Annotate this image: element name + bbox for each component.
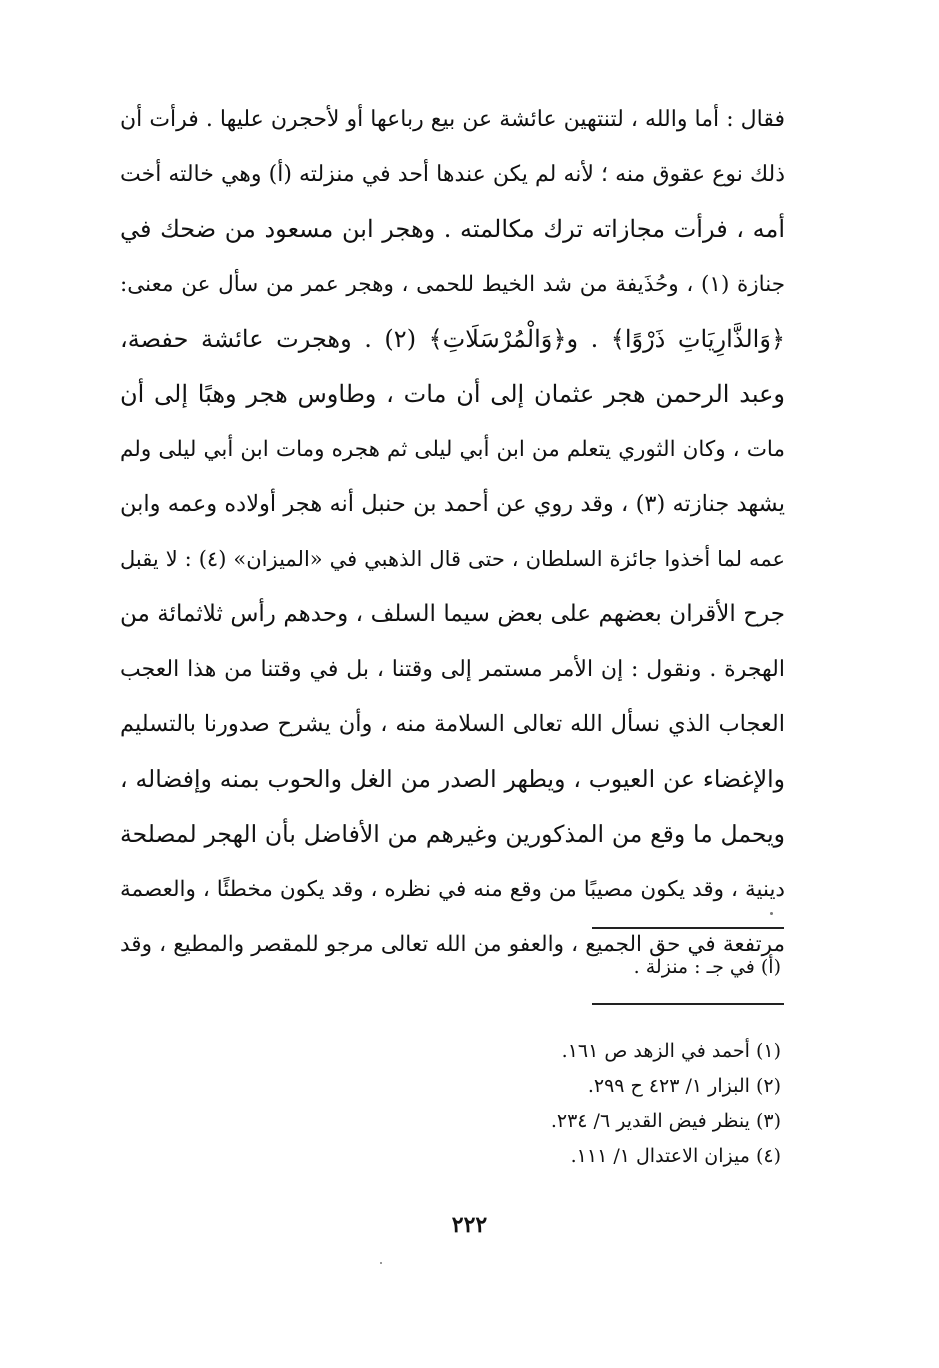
main-text: [120, 92, 785, 972]
footnote-divider-top: [592, 927, 784, 929]
text-line: مات ، وكان الثوري يتعلم من ابن أبي ليلى ثم هجره ومات ابن أبي ليلى ولم: [120, 437, 785, 462]
text-line: مرتفعة في حق الجميع ، والعفو من الله تعالى مرجو للمقصر والمطيع ، وقد: [120, 932, 785, 957]
text-line: عمه لما أخذوا جائزة السلطان ، حتى قال الذهبي في «الميزان» (٤) : لا يقبل: [120, 547, 785, 571]
footnotes: [551, 1034, 781, 1174]
text-line: ذلك نوع عقوق منه ؛ لأنه لم يكن عندها أحد في منزلته (أ) وهي خالته أخت: [120, 162, 785, 187]
text-line: العجاب الذي نسأل الله تعالى السلامة منه ، وأن يشرح صدورنا بالتسليم: [120, 711, 785, 737]
text-line: أمه ، فرأت مجازاته ترك مكالمته . وهجر ابن مسعود من ضحك في: [120, 215, 785, 243]
text-line: فقال : أما والله ، لتنتهين عائشة عن بيع رباعها أو لأحجرن عليها . فرأت أن: [120, 107, 785, 132]
text-line: جنازة (١) ، وحُذَيفة من شد الخيط للحمى ، وهجر عمر من سأل عن معنى:: [120, 272, 785, 297]
text-line: دينية ، وقد يكون مصيبًا من وقع منه في نظره ، وقد يكون مخطئًا ، والعصمة: [120, 877, 785, 902]
footnote-divider-bottom: [592, 1003, 784, 1005]
text-line: وعبد الرحمن هجر عثمان إلى أن مات ، وطاوس هجر وهبًا إلى أن: [120, 380, 785, 408]
text-line: ويحمل ما وقع من المذكورين وغيرهم من الأفاضل بأن الهجر لمصلحة: [120, 820, 785, 848]
footnote-2: (٢) البزار ١/ ٤٢٣ ح ٢٩٩.: [587, 1075, 781, 1097]
footnote-3: (٣) ينظر فيض القدير ٦/ ٢٣٤.: [550, 1110, 781, 1132]
scan-speck: [380, 1262, 382, 1264]
footnote-4: (٤) ميزان الاعتدال ١/ ١١١.: [570, 1145, 781, 1167]
text-line: الهجرة . ونقول : إن الأمر مستمر إلى وقتنا ، بل في وقتنا من هذا العجب: [120, 657, 785, 682]
scan-speck: [770, 912, 773, 915]
text-line: والإغضاء عن العيوب ، ويطهر الصدر من الغل والحوب بمنه وإفضاله ،: [120, 765, 785, 793]
text-line: يشهد جنازته (٣) ، وقد روي عن أحمد بن حنبل أنه هجر أولاده وعمه وابن: [120, 491, 785, 517]
page-number: ٢٢٢: [451, 1212, 488, 1238]
footnote-1: (١) أحمد في الزهد ص ١٦١.: [561, 1040, 781, 1062]
text-line: جرح الأقران بعضهم على بعض سيما السلف ، وحدهم رأس ثلاثمائة من: [120, 601, 785, 627]
editor-note: (أ) في جـ : منزلة .: [633, 956, 781, 978]
text-line: ﴿وَالذَّارِيَاتِ ذَرْوًا﴾ . و﴿وَالْمُرْسَلَاتِ﴾ (٢) . وهجرت عائشة حفصة،: [120, 325, 785, 353]
